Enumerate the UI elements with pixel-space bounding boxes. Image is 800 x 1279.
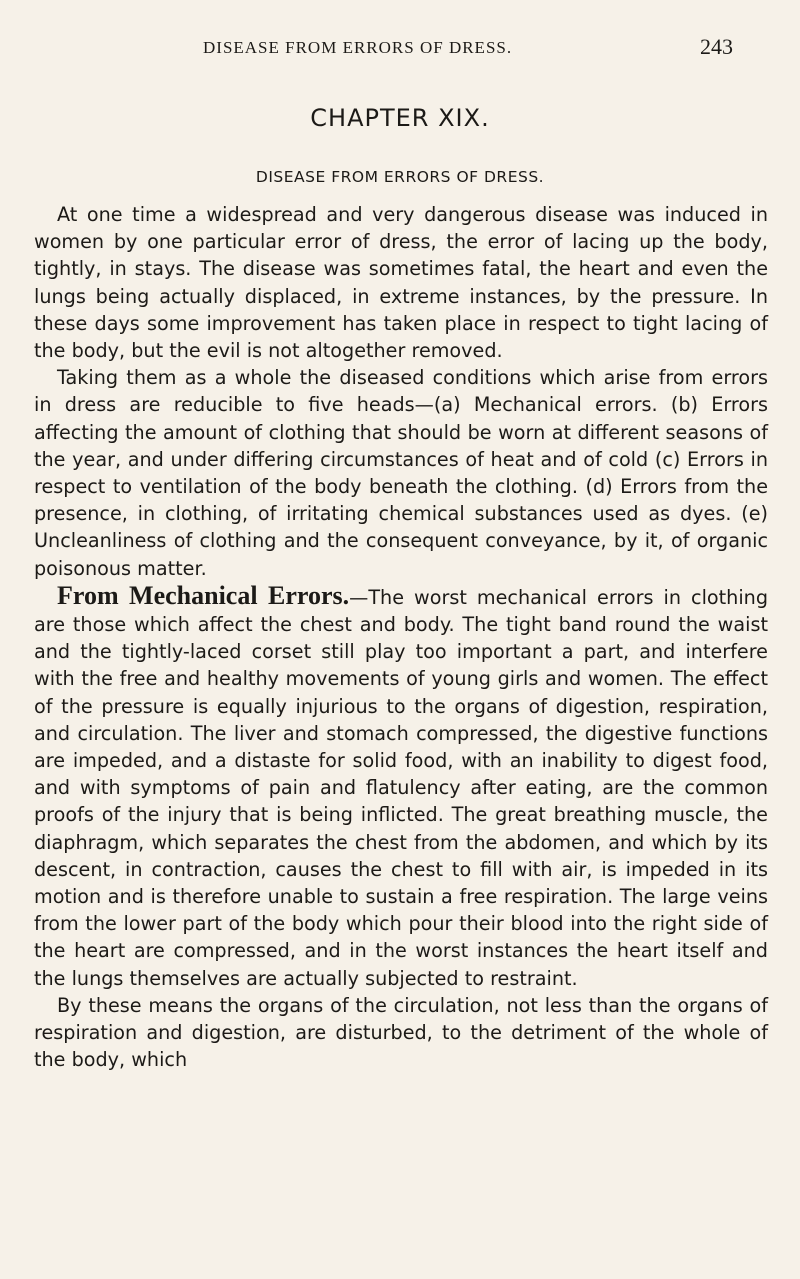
- paragraph-2: Taking them as a whole the diseased conditions which arise from errors in dress are reducible to five heads—(a) Mechanical errors. (b) Errors affecting the amount of clothing that should be worn at different seasons of the year, and under differing circumstances of heat and of cold (c) Errors in respect to ventilation of the body beneath the clothing. (d) Errors from the presence, in clothing, of irritating chemical substances used as dyes. (e) Uncleanliness of clothing and the consequent conveyance, by it, of organic poisonous matter.: [34, 366, 768, 580]
- paragraph-1: At one time a widespread and very dangerous disease was induced in women by one particular error of dress, the error of lacing up the body, tightly, in stays. The disease was sometimes fatal, the heart and even the lungs being actually displaced, in extreme instances, by the pressure. In these days some improvement has taken place in respect to tight lacing of the body, but the evil is not altogether removed.: [34, 203, 768, 363]
- page-number: 243: [700, 34, 733, 59]
- section-heading-mechanical-errors: From Mechanical Errors.: [57, 580, 350, 610]
- body-text: [34, 201, 768, 1074]
- section-title: DISEASE FROM ERRORS OF DRESS.: [255, 168, 545, 186]
- running-head: DISEASE FROM ERRORS OF DRESS.: [203, 38, 513, 57]
- paragraph-4: By these means the organs of the circulation, not less than the organs of respiration and digestion, are disturbed, to the detriment of the whole of the body, which: [34, 993, 768, 1072]
- chapter-title: CHAPTER XIX.: [310, 104, 490, 132]
- paragraph-3: [34, 582, 768, 992]
- paragraph-3-text: —The worst mechanical errors in clothing are those which affect the chest and body. The tight band round the waist and the tightly-laced corset still play too important a part, and interfere with the free and healthy movements of young girls and women. The effect of the pressure is equally injurious to the organs of digestion, respiration, and circulation. The liver and stomach compressed, the digestive functions are impeded, and a distaste for solid food, with an inability to digest food, and with symptoms of pain and flatulency after eating, are the common proofs of the injury that is being inflicted. The great breathing muscle, the diaphragm, which separates the chest from the abdomen, and which by its descent, in contraction, causes the chest to fill with air, is impeded in its motion and is therefore unable to sustain a free respiration. The large veins from the lower part of the body which pour their blood into the right side of the heart are compressed, and in the worst instances the heart itself and the lungs themselves are actually subjected to restraint.: [34, 585, 769, 990]
